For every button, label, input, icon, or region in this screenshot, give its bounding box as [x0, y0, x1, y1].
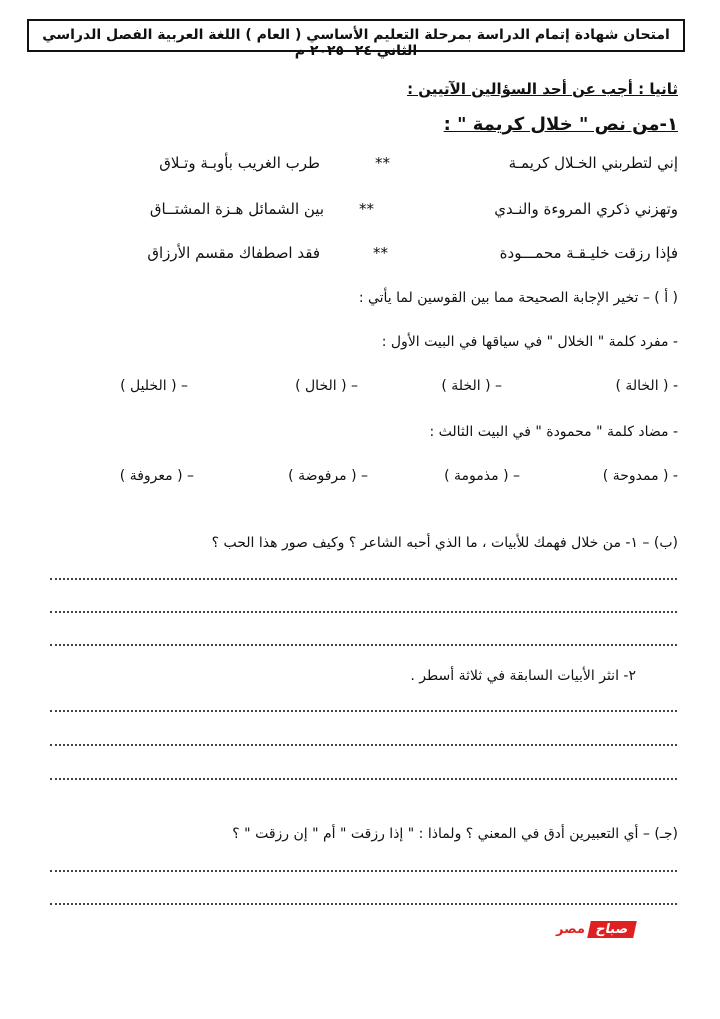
- option-1-2: – ( الخلة ): [441, 378, 502, 394]
- option-2-3: – ( مرفوضة ): [288, 468, 368, 484]
- verse-2-right: وتهزني ذكري المروءة والنـدي: [494, 200, 678, 218]
- question-a-item-2: - مضاد كلمة " محمودة " في البيت الثالث :: [429, 424, 678, 440]
- answer-line: [50, 744, 677, 746]
- answer-line: [50, 611, 677, 613]
- option-2-2: – ( مذمومة ): [444, 468, 520, 484]
- answer-line: [50, 578, 677, 580]
- exam-header-box: [27, 19, 685, 59]
- watermark-logo: [556, 918, 635, 938]
- option-2-1: - ( ممدوحة ): [602, 468, 678, 484]
- verse-1-sep: **: [375, 154, 390, 172]
- verse-3-right: فإذا رزقت خليـقـة محمـــودة: [499, 244, 678, 262]
- section-title: ثانيا : أجب عن أحد السؤالين الآتيين :: [407, 80, 678, 98]
- verse-1-right: إني لتطربني الخـلال كريمـة: [508, 154, 678, 172]
- verse-3-sep: **: [373, 244, 388, 262]
- question-c-text: (جـ) – أي التعبيرين أدق في المعني ؟ ولماذا : " إذا رزقت " أم " إن رزقت " ؟: [232, 826, 678, 842]
- answer-line: [50, 710, 677, 712]
- option-2-4: – ( معروفة ): [119, 468, 194, 484]
- exam-header-title: امتحان شهادة إتمام الدراسة بمرحلة التعليم الأساسي ( العام ) اللغة العربية الفصل الدراسي الثاني ٢٤- ٢٠٢٥ م: [42, 27, 670, 59]
- question-b-item-2: ٢- انثر الأبيات السابقة في ثلاثة أسطر .: [410, 668, 636, 684]
- verse-2-sep: **: [359, 200, 374, 218]
- answer-line: [50, 778, 677, 780]
- question-a-prompt: ( أ ) – تخير الإجابة الصحيحة مما بين القوسين لما يأتي :: [358, 290, 678, 306]
- verse-1-left: طرب الغريب بأوبـة وتـلاق: [159, 154, 320, 172]
- option-1-4: – ( الخليل ): [120, 378, 188, 394]
- answer-line: [50, 903, 677, 905]
- verse-2-left: بين الشمائل هـزة المشتــاق: [149, 200, 324, 218]
- question-a-item-1: - مفرد كلمة " الخلال " في سياقها في البيت الأول :: [381, 334, 678, 350]
- question-b-item-1: (ب) – ١- من خلال فهمك للأبيات ، ما الذي أحبه الشاعر ؟ وكيف صور هذا الحب ؟: [211, 535, 678, 551]
- logo-text: مصر: [556, 922, 585, 937]
- text-title: ١-من نص " خلال كريمة " :: [443, 114, 678, 135]
- option-1-3: – ( الخال ): [295, 378, 358, 394]
- logo-badge: صباح: [587, 921, 637, 938]
- verse-3-left: فقد اصطفاك مقسم الأرزاق: [147, 244, 320, 262]
- answer-line: [50, 644, 677, 646]
- answer-line: [50, 870, 677, 872]
- option-1-1: - ( الخالة ): [615, 378, 678, 394]
